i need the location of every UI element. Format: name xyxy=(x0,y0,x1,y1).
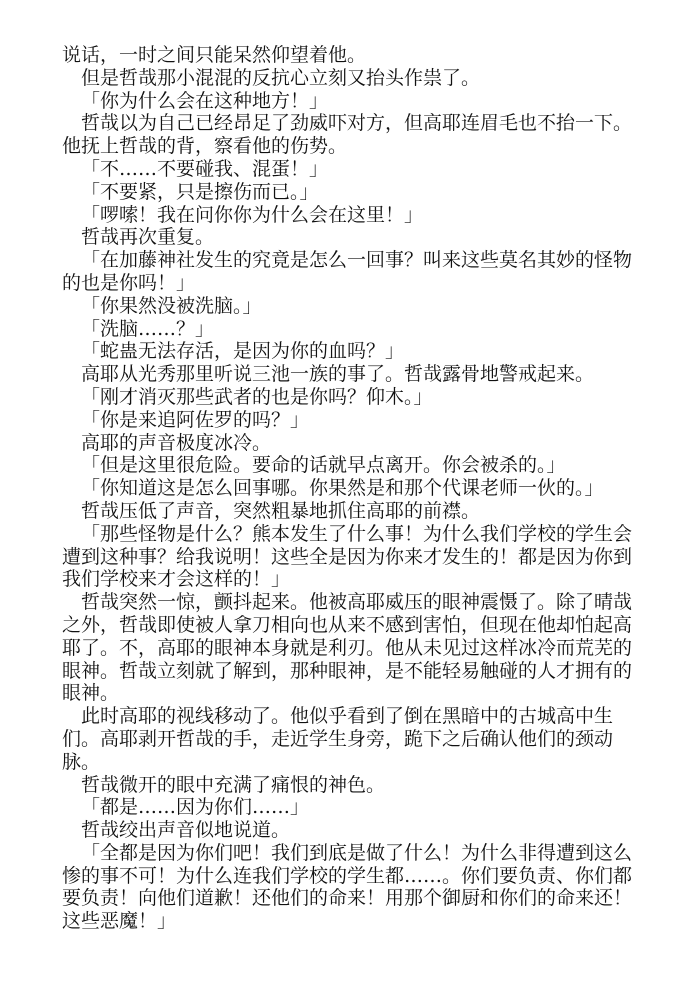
paragraph: 哲哉再次重复。 xyxy=(81,226,215,249)
dialogue-line: 「在加藤神社发生的究竟是怎么一回事？叫来这些莫名其妙的怪物的也是你吗！」 xyxy=(62,249,633,294)
paragraph: 此时高耶的视线移动了。他似乎看到了倒在黑暗中的古城高中生们。高耶剥开哲哉的手，走近学生身旁，跪下之后确认他们的颈动脉。 xyxy=(62,705,614,773)
paragraph: 哲哉绞出声音似地说道。 xyxy=(81,819,291,842)
dialogue-line: 「你果然没被洗脑。」 xyxy=(81,294,262,317)
dialogue-line: 「但是这里很危险。要命的话就早点离开。你会被杀的。」 xyxy=(81,454,566,477)
dialogue-line: 「那些怪物是什么？熊本发生了什么事！为什么我们学校的学生会遭到这种事？给我说明！这些全是因为你来才发生的！都是因为你到我们学校来才会这样的！」 xyxy=(62,522,633,591)
dialogue-line: 「洗脑……？」 xyxy=(81,317,215,340)
paragraph: 高耶从光秀那里听说三池一族的事了。哲哉露骨地警戒起来。 xyxy=(81,363,595,386)
paragraph: 高耶的声音极度冰冷。 xyxy=(81,431,272,454)
dialogue-line: 「全都是因为你们吧！我们到底是做了什么！为什么非得遭到这么惨的事不可！为什么连我们学校的学生都……。你们要负责、你们都要负责！向他们道歉！还他们的命来！用那个御厨和你们的命来还！这些恶魔！」 xyxy=(62,841,633,933)
dialogue-line: 「啰嗦！我在问你你为什么会在这里！」 xyxy=(81,203,424,226)
paragraph: 哲哉以为自己已经昂足了劲威吓对方，但高耶连眉毛也不抬一下。他抚上哲哉的背，察看他的伤势。 xyxy=(62,112,633,158)
dialogue-line: 「你知道这是怎么回事哪。你果然是和那个代课老师一伙的。」 xyxy=(81,477,604,500)
paragraph: 但是哲哉那小混混的反抗心立刻又抬头作祟了。 xyxy=(81,66,481,89)
paragraph: 哲哉压低了声音，突然粗暴地抓住高耶的前襟。 xyxy=(81,499,481,522)
dialogue-line: 「不要紧，只是擦伤而已。」 xyxy=(81,180,319,203)
dialogue-line: 「刚才消灭那些武者的也是你吗？仰木。」 xyxy=(81,385,433,408)
dialogue-line: 「不……不要碰我、混蛋！」 xyxy=(81,157,329,180)
dialogue-line: 「都是……因为你们……」 xyxy=(81,796,310,819)
dialogue-line: 「你为什么会在这种地方！」 xyxy=(81,89,329,112)
paragraph: 哲哉突然一惊，颤抖起来。他被高耶威压的眼神震慑了。除了晴哉之外，哲哉即使被人拿刀相向也从来不感到害怕，但现在他却怕起高耶了。不，高耶的眼神本身就是利刃。他从未见过这样冰冷而荒芜的眼神。哲哉立刻就了解到，那种眼神，是不能轻易触碰的人才拥有的眼神。 xyxy=(62,591,633,705)
page-body xyxy=(62,44,642,933)
dialogue-line: 「蛇蛊无法存活，是因为你的血吗？」 xyxy=(81,340,405,363)
paragraph-continuation: 说话，一时之间只能呆然仰望着他。 xyxy=(62,44,367,66)
dialogue-line: 「你是来追阿佐罗的吗？」 xyxy=(81,408,310,431)
paragraph: 哲哉微开的眼中充满了痛恨的神色。 xyxy=(81,773,386,796)
